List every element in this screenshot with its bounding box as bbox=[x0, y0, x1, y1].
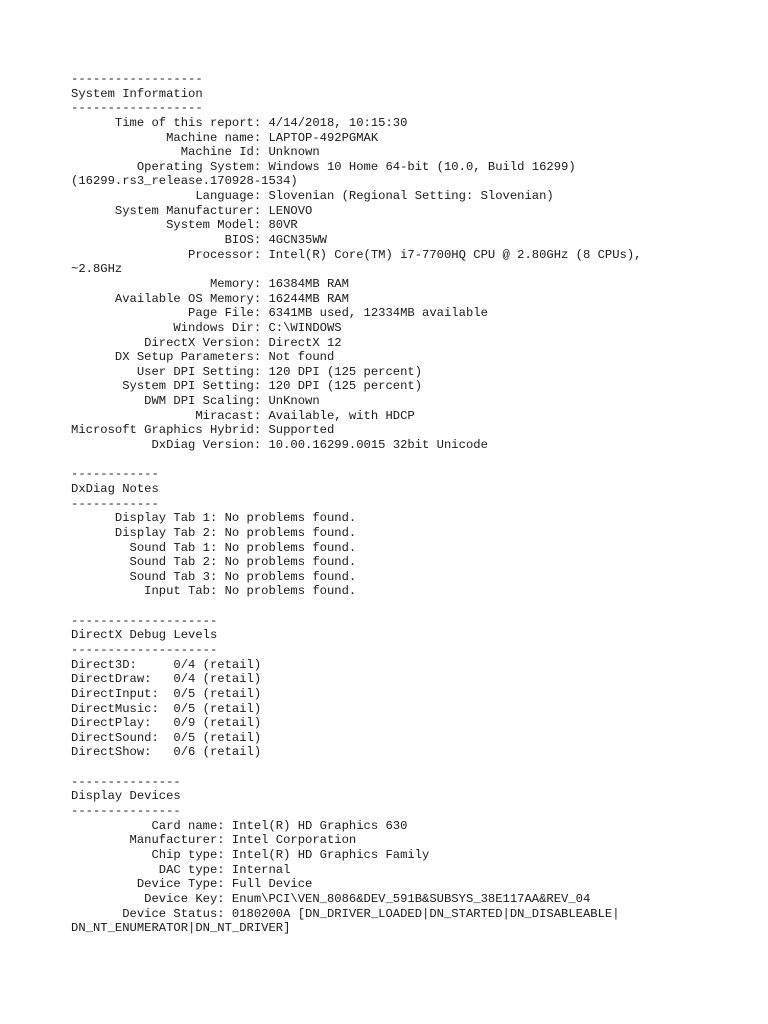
report-line: Windows Dir: C:\WINDOWS bbox=[71, 320, 342, 335]
report-line: DX Setup Parameters: Not found bbox=[71, 350, 335, 365]
section-separator: ------------ bbox=[71, 467, 159, 482]
section-separator: --------------- bbox=[71, 804, 181, 819]
report-line: Machine Id: Unknown bbox=[71, 145, 320, 160]
report-line: Page File: 6341MB used, 12334MB available bbox=[71, 306, 488, 321]
report-line: DirectPlay: 0/9 (retail) bbox=[71, 716, 262, 731]
report-line: Available OS Memory: 16244MB RAM bbox=[71, 291, 349, 306]
report-line: Direct3D: 0/4 (retail) bbox=[71, 657, 262, 672]
report-line: Device Type: Full Device bbox=[71, 877, 313, 892]
report-line: System Manufacturer: LENOVO bbox=[71, 203, 313, 218]
section-separator: ------------------ bbox=[71, 101, 203, 116]
report-line: Miracast: Available, with HDCP bbox=[71, 408, 415, 423]
report-line: DAC type: Internal bbox=[71, 862, 291, 877]
report-line: Input Tab: No problems found. bbox=[71, 584, 357, 599]
report-line-continuation: DN_NT_ENUMERATOR|DN_NT_DRIVER] bbox=[71, 921, 291, 936]
report-line-continuation: ~2.8GHz bbox=[71, 262, 123, 277]
report-line: Sound Tab 1: No problems found. bbox=[71, 540, 357, 555]
report-line: Time of this report: 4/14/2018, 10:15:30 bbox=[71, 115, 408, 130]
report-line: BIOS: 4GCN35WW bbox=[71, 233, 327, 248]
report-line: Display Tab 1: No problems found. bbox=[71, 511, 357, 526]
report-line: DWM DPI Scaling: UnKnown bbox=[71, 394, 320, 409]
report-line: System Model: 80VR bbox=[71, 218, 298, 233]
section-title: DirectX Debug Levels bbox=[71, 628, 218, 643]
report-line-continuation: (16299.rs3_release.170928-1534) bbox=[71, 174, 298, 189]
report-line: Language: Slovenian (Regional Setting: Slovenian) bbox=[71, 189, 554, 204]
report-line: Sound Tab 2: No problems found. bbox=[71, 555, 357, 570]
section-separator: --------------- bbox=[71, 774, 181, 789]
report-line: Device Key: Enum\PCI\VEN_8086&DEV_591B&SUBSYS_38E117AA&REV_04 bbox=[71, 891, 591, 906]
report-line: Memory: 16384MB RAM bbox=[71, 276, 349, 291]
section-title: System Information bbox=[71, 86, 203, 101]
report-line: Manufacturer: Intel Corporation bbox=[71, 833, 357, 848]
blank-line bbox=[71, 599, 731, 614]
report-line: DirectDraw: 0/4 (retail) bbox=[71, 672, 262, 687]
section-separator: ------------------ bbox=[71, 72, 203, 86]
report-line: Card name: Intel(R) HD Graphics 630 bbox=[71, 818, 408, 833]
report-line: Microsoft Graphics Hybrid: Supported bbox=[71, 423, 335, 438]
report-line: Device Status: 0180200A [DN_DRIVER_LOADED|DN_STARTED|DN_DISABLEABLE| bbox=[71, 906, 620, 921]
section-separator: ------------ bbox=[71, 496, 159, 511]
report-line: System DPI Setting: 120 DPI (125 percent) bbox=[71, 379, 423, 394]
report-line: Machine name: LAPTOP-492PGMAK bbox=[71, 130, 379, 145]
report-line: DirectX Version: DirectX 12 bbox=[71, 335, 342, 350]
section-title: DxDiag Notes bbox=[71, 481, 159, 496]
report-line: DirectMusic: 0/5 (retail) bbox=[71, 701, 262, 716]
report-line: DirectInput: 0/5 (retail) bbox=[71, 686, 262, 701]
blank-line bbox=[71, 453, 731, 468]
report-line: DirectShow: 0/6 (retail) bbox=[71, 745, 262, 760]
report-line: Chip type: Intel(R) HD Graphics Family bbox=[71, 847, 430, 862]
section-separator: -------------------- bbox=[71, 642, 218, 657]
report-line: DirectSound: 0/5 (retail) bbox=[71, 730, 262, 745]
report-line: DxDiag Version: 10.00.16299.0015 32bit Unicode bbox=[71, 438, 488, 453]
report-line: Operating System: Windows 10 Home 64-bit (10.0, Build 16299) bbox=[71, 159, 576, 174]
section-separator: -------------------- bbox=[71, 613, 218, 628]
report-line: Sound Tab 3: No problems found. bbox=[71, 569, 357, 584]
section-title: Display Devices bbox=[71, 789, 181, 804]
dxdiag-report-page bbox=[71, 72, 731, 936]
report-line: Display Tab 2: No problems found. bbox=[71, 525, 357, 540]
blank-line bbox=[71, 760, 731, 775]
report-line: Processor: Intel(R) Core(TM) i7-7700HQ CPU @ 2.80GHz (8 CPUs), bbox=[71, 247, 642, 262]
report-line: User DPI Setting: 120 DPI (125 percent) bbox=[71, 364, 423, 379]
